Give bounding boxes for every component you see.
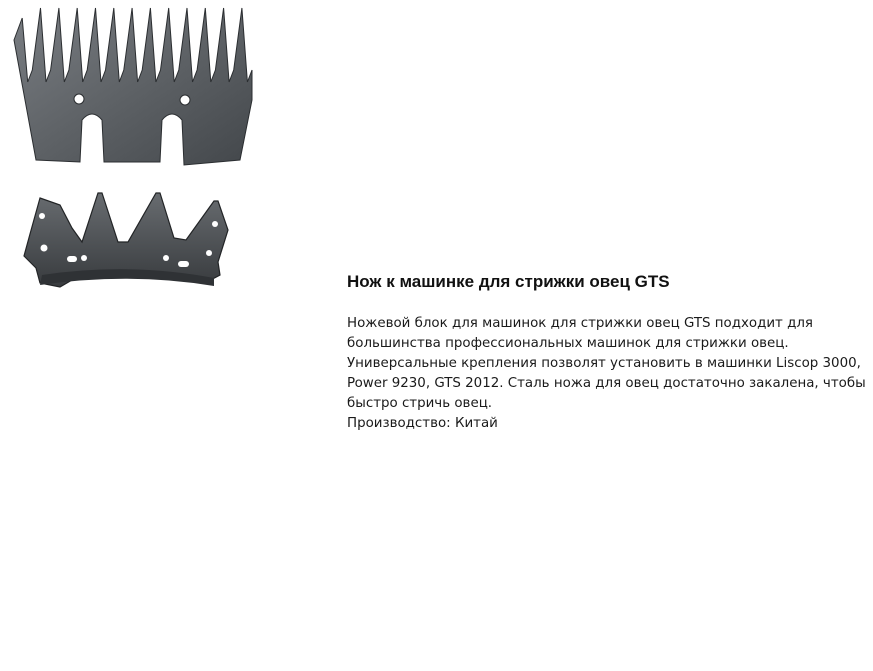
product-title: Нож к машинке для стрижки овец GTS [347, 272, 670, 291]
shearing-cutter-icon [24, 193, 228, 287]
description-line: Ножевой блок для машинок для стрижки овец GTS подходит для [347, 316, 813, 331]
product-info [347, 270, 866, 434]
product-description [347, 314, 866, 434]
description-line: большинства профессиональных машинок для стрижки овец. [347, 336, 789, 351]
shearing-comb-icon [14, 8, 252, 165]
description-line: быстро стричь овец. [347, 396, 493, 411]
manufacturer-line: Производство: Китай [347, 416, 498, 431]
description-line: Power 9230, GTS 2012. Сталь ножа для овец достаточно закалена, чтобы [347, 376, 866, 391]
description-line: Универсальные крепления позволят установить в машинки Liscop 3000, [347, 356, 861, 371]
product-image [0, 0, 262, 300]
